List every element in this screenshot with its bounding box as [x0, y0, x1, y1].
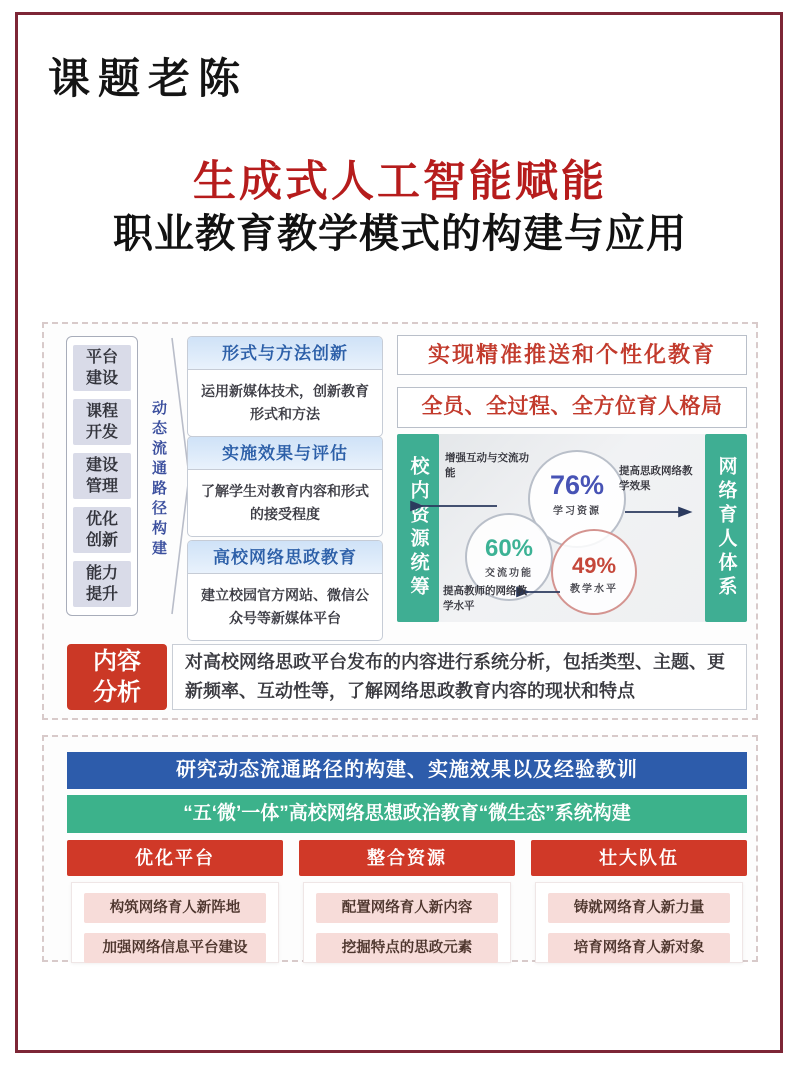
flow-box-innovation	[187, 336, 383, 437]
path-vertical-label: 动态流通路径构建	[150, 399, 167, 560]
venn-banner-network: 网络育人体系	[705, 434, 747, 622]
column-item: 加强网络信息平台建设	[84, 933, 266, 963]
content-analysis-text: 对高校网络思政平台发布的内容进行系统分析，包括类型、主题、更新频率、互动性等，了解网络思政教育内容的现状和特点	[172, 644, 747, 710]
venn-panel	[397, 434, 747, 622]
flow-box-evaluation	[187, 436, 383, 537]
column-card	[303, 882, 511, 963]
venn-annotation-interaction: 增强互动与交流功能	[445, 452, 529, 480]
flow-box-body: 运用新媒体技术，创新教育形式和方法	[201, 383, 369, 423]
column-item: 配置网络育人新内容	[316, 893, 498, 923]
column-integrate-resources	[299, 840, 515, 957]
main-title-line1: 生成式人工智能赋能	[193, 158, 607, 206]
venn-annotation-effect: 提高思政网络教学效果	[619, 465, 693, 493]
flow-box-education	[187, 540, 383, 641]
system-bar: “五‘微’一体”高校网络思想政治教育“微生态”系统构建	[67, 795, 747, 833]
column-item: 培育网络育人新对象	[548, 933, 730, 963]
brand-title: 课题老陈	[48, 54, 249, 103]
flow-box-body: 了解学生对教育内容和形式的接受程度	[201, 483, 369, 523]
column-optimize-platform	[67, 840, 283, 957]
sidebar-item-ability: 能力提升	[73, 561, 131, 607]
sidebar-item-course: 课程开发	[73, 399, 131, 445]
venn-value-teaching: 49% 教学水平	[570, 553, 618, 595]
column-header: 整合资源	[299, 840, 515, 876]
venn-annotation-teacher: 提高教师的网络教学水平	[443, 585, 527, 613]
upper-diagram-section	[42, 322, 758, 720]
sidebar-item-platform: 平台建设	[73, 345, 131, 391]
main-title-line2: 职业教育教学模式的构建与应用	[113, 212, 687, 256]
outcome-box-allround: 全员、全过程、全方位育人格局	[397, 387, 747, 428]
sidebar-item-optimize: 优化创新	[73, 507, 131, 553]
column-grow-team	[531, 840, 747, 957]
column-item: 铸就网络育人新力量	[548, 893, 730, 923]
column-header: 壮大队伍	[531, 840, 747, 876]
venn-value-communication: 60% 交流功能	[484, 535, 534, 579]
outcome-box-precision: 实现精准推送和个性化教育	[397, 335, 747, 375]
column-card	[535, 882, 743, 963]
column-item: 挖掘特点的思政元素	[316, 933, 498, 963]
venn-banner-campus: 校内资源统筹	[397, 434, 439, 622]
flow-box-title: 形式与方法创新	[188, 337, 382, 370]
column-header: 优化平台	[67, 840, 283, 876]
content-analysis-label: 内容分析	[67, 644, 167, 710]
column-card	[71, 882, 279, 963]
venn-value-learning: 76% 学习资源	[549, 470, 605, 517]
research-bar: 研究动态流通路径的构建、实施效果以及经验教训	[67, 752, 747, 789]
flow-box-body: 建立校园官方网站、微信公众号等新媒体平台	[201, 587, 369, 627]
flow-box-title: 高校网络思政教育	[188, 541, 382, 574]
lower-section	[42, 735, 758, 962]
column-item: 构筑网络育人新阵地	[84, 893, 266, 923]
sidebar-card	[66, 336, 138, 616]
flow-box-title: 实施效果与评估	[188, 437, 382, 470]
sidebar-item-management: 建设管理	[73, 453, 131, 499]
